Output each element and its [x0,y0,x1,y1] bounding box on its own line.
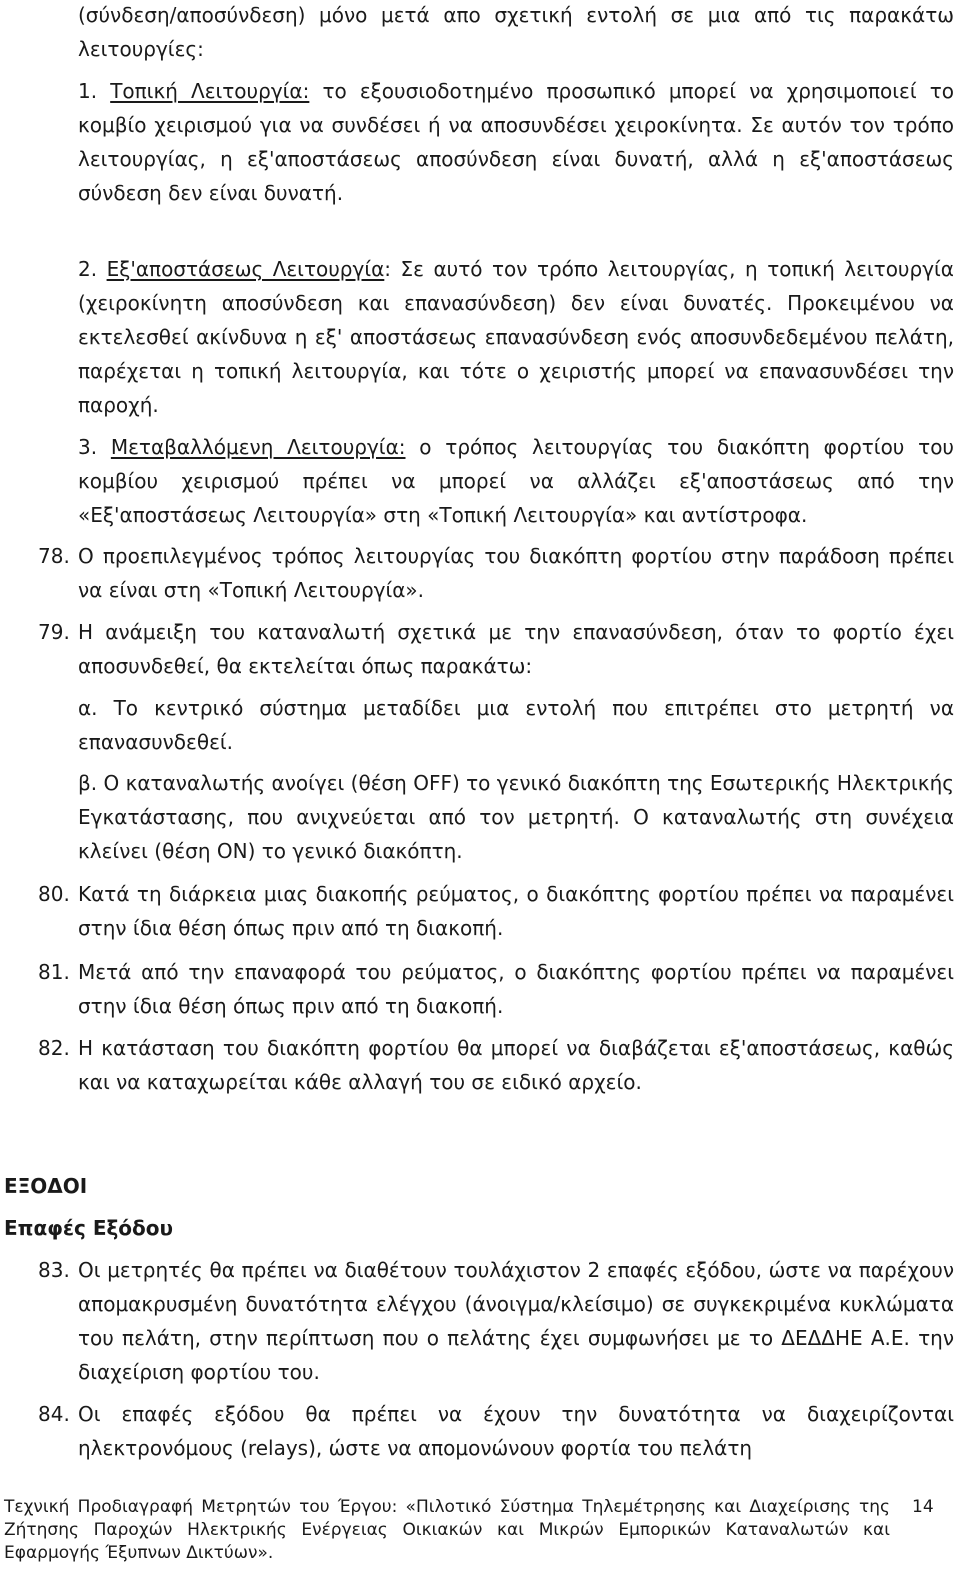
mode-local-title: Τοπική Λειτουργία: [110,79,310,103]
page-footer: Τεχνική Προδιαγραφή Μετρητών του Έργου: «Πιλοτικό Σύστημα Τηλεμέτρησης και Διαχείρισης της Ζήτησης Παροχών Ηλεκτρικής Ενέργειας Οικιακών και Μικρών Εμπορικών Καταναλωτών και Εφαρμογής Έξυπνων Δικτύων». [4,1497,890,1563]
mode-variable-title: Μεταβαλλόμενη Λειτουργία: [110,435,406,459]
page-number: 14 [912,1497,934,1517]
item-81-text: Μετά από την επαναφορά του ρεύματος, ο διακόπτης φορτίου πρέπει να παραμένει στην ίδια θέση όπως πριν από τη διακοπή. [78,960,954,1018]
item-78-text: Ο προεπιλεγμένος τρόπος λειτουργίας του διακόπτη φορτίου στην παράδοση πρέπει να είναι στη «Τοπική Λειτουργία». [78,544,954,602]
mode-variable-prefix: 3. [78,435,111,459]
subsection-heading: Επαφές Εξόδου [4,1216,174,1240]
item-number: 83. [38,1258,70,1282]
item-79-text: Η ανάμειξη του καταναλωτή σχετικά με την επανασύνδεση, όταν το φορτίο έχει αποσυνδεθεί, θα εκτελείται όπως παρακάτω: [78,620,954,678]
mode-remote-title: Εξ'αποστάσεως Λειτουργία [106,257,385,281]
section-heading: ΕΞΟΔΟΙ [4,1174,88,1198]
mode-variable-paragraph [78,430,954,532]
item-number: 84. [38,1402,70,1426]
item-82-text: Η κατάσταση του διακόπτη φορτίου θα μπορεί να διαβάζεται εξ'αποστάσεως, καθώς και να καταχωρείται κάθε αλλαγή του σε ειδικό αρχείο. [78,1036,954,1094]
mode-local-text: το εξουσιοδοτημένο προσωπικό μπορεί να χρησιμοποιεί το κομβίο χειρισμού για να συνδέσει ή να αποσυνδέσει χειροκίνητα. Σε αυτόν τον τρόπο λειτουργίας, η εξ'αποστάσεως αποσύνδεση είναι δυνατή, αλλά η εξ'αποστάσεως σύνδεση δεν είναι δυνατή. [78,79,954,205]
item-80-text: Κατά τη διάρκεια μιας διακοπής ρεύματος, ο διακόπτης φορτίου πρέπει να παραμένει στην ίδια θέση όπως πριν από τη διακοπή. [78,882,954,940]
sub-item-b: β. Ο καταναλωτής ανοίγει (θέση OFF) το γενικό διακόπτη της Εσωτερικής Ηλεκτρικής Εγκατάστασης, που ανιχνεύεται από τον μετρητή. Ο καταναλωτής στη συνέχεια κλείνει (θέση ON) το γενικό διακόπτη. [78,771,954,863]
sub-item-a: α. Το κεντρικό σύστημα μεταδίδει μια εντολή που επιτρέπει στο μετρητή να επανασυνδεθεί. [78,696,954,754]
mode-variable-text: ο τρόπος λειτουργίας του διακόπτη φορτίου του κομβίου χειρισμού πρέπει να μπορεί να αλλάζει εξ'αποστάσεως από την «Εξ'αποστάσεως Λειτουργία» στη «Τοπική Λειτουργία» και αντίστροφα. [78,435,955,527]
item-number: 79. [38,620,70,644]
mode-remote-prefix: 2. [78,257,107,281]
item-84-text: Οι επαφές εξόδου θα πρέπει να έχουν την δυνατότητα να διαχειρίζονται ηλεκτρονόμους (relays), ώστε να απομονώνουν φορτία του πελάτη [78,1402,954,1460]
mode-remote-text: : Σε αυτό τον τρόπο λειτουργίας, η τοπική λειτουργία (χειροκίνητη αποσύνδεση και επανασύνδεση) δεν είναι δυνατές. Προκειμένου να εκτελεσθεί ακίνδυνα η εξ' αποστάσεως επανασύνδεση ενός αποσυνδεδεμένου πελάτη, παρέχεται η τοπική λειτουργία, και τότε ο χειριστής μπορεί να επανασυνδέσει την παροχή. [78,257,954,417]
mode-local-paragraph [78,74,954,210]
item-number: 78. [38,544,70,568]
mode-remote-paragraph [78,252,954,422]
intro-paragraph: (σύνδεση/αποσύνδεση) μόνο μετά απο σχετική εντολή σε μια από τις παρακάτω λειτουργίες: [78,3,954,61]
mode-local-prefix: 1. [78,79,111,103]
item-83-text: Οι μετρητές θα πρέπει να διαθέτουν τουλάχιστον 2 επαφές εξόδου, ώστε να παρέχουν απομακρυσμένη δυνατότητα ελέγχου (άνοιγμα/κλείσιμο) σε συγκεκριμένα κυκλώματα του πελάτη, στην περίπτωση που ο πελάτης έχει συμφωνήσει με το ΔΕΔΔΗΕ Α.Ε. την διαχείριση φορτίου του. [78,1258,954,1384]
item-number: 82. [38,1036,70,1060]
item-number: 80. [38,882,70,906]
item-number: 81. [38,960,70,984]
